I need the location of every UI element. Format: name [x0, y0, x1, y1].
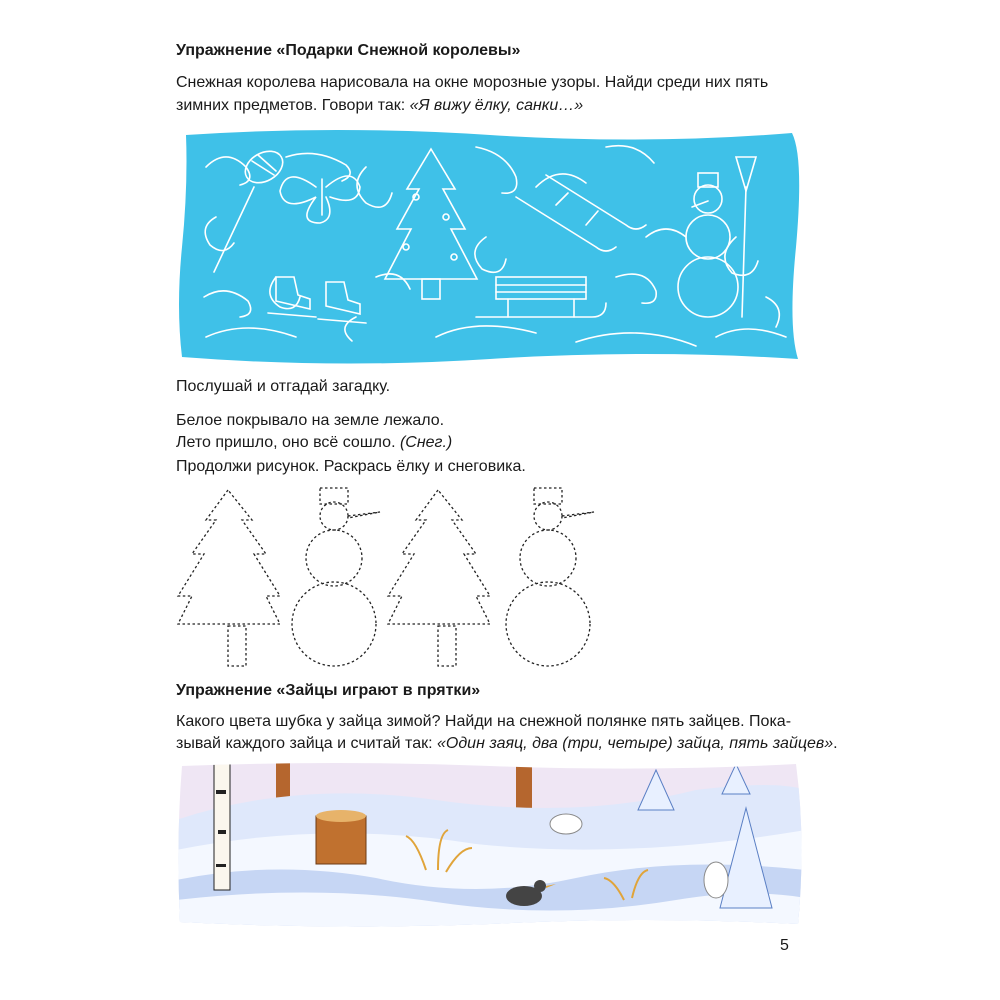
tracing-figures [176, 486, 616, 672]
frost-window-illustration [176, 127, 804, 365]
tree-stump [316, 810, 366, 864]
tracing-fir-tree-1 [178, 490, 280, 666]
page-number: 5 [780, 937, 789, 954]
frost-window-background [179, 130, 799, 364]
exercise2-title: Упражнение «Зайцы играют в прятки» [176, 682, 481, 699]
riddle-line1: Белое покрывало на земле лежало. [176, 412, 445, 429]
exercise1-text-line2: зимних предметов. Говори так: «Я вижу ёлку, санки…» [176, 97, 584, 114]
tracing-fir-tree-2 [388, 490, 490, 666]
riddle-line2: Лето пришло, оно всё сошло. (Снег.) [176, 434, 453, 451]
exercise2-counting-phrase: «Один заяц, два (три, четыре) зайца, пять зайцев» [436, 735, 834, 752]
exercise1-title: Упражнение «Подарки Снежной королевы» [176, 42, 521, 59]
snowy-meadow-illustration [176, 760, 806, 928]
birch-tree [214, 760, 230, 890]
drawing-task: Продолжи рисунок. Раскрась ёлку и снеговика. [176, 458, 526, 475]
exercise2-text-line2: зывай каждого зайца и считай так: «Один заяц, два (три, четыре) зайца, пять зайцев». [176, 735, 838, 752]
tracing-snowman-1 [292, 488, 380, 666]
riddle-intro: Послушай и отгадай загадку. [176, 378, 391, 395]
exercise1-text-line1: Снежная королева нарисовала на окне морозные узоры. Найди среди них пять [176, 74, 769, 91]
exercise1-example-phrase: «Я вижу ёлку, санки…» [409, 97, 584, 114]
exercise2-text-line1: Какого цвета шубка у зайца зимой? Найди на снежной полянке пять зайцев. Пока- [176, 713, 792, 730]
tracing-snowman-2 [506, 488, 594, 666]
riddle-answer: (Снег.) [399, 434, 453, 451]
